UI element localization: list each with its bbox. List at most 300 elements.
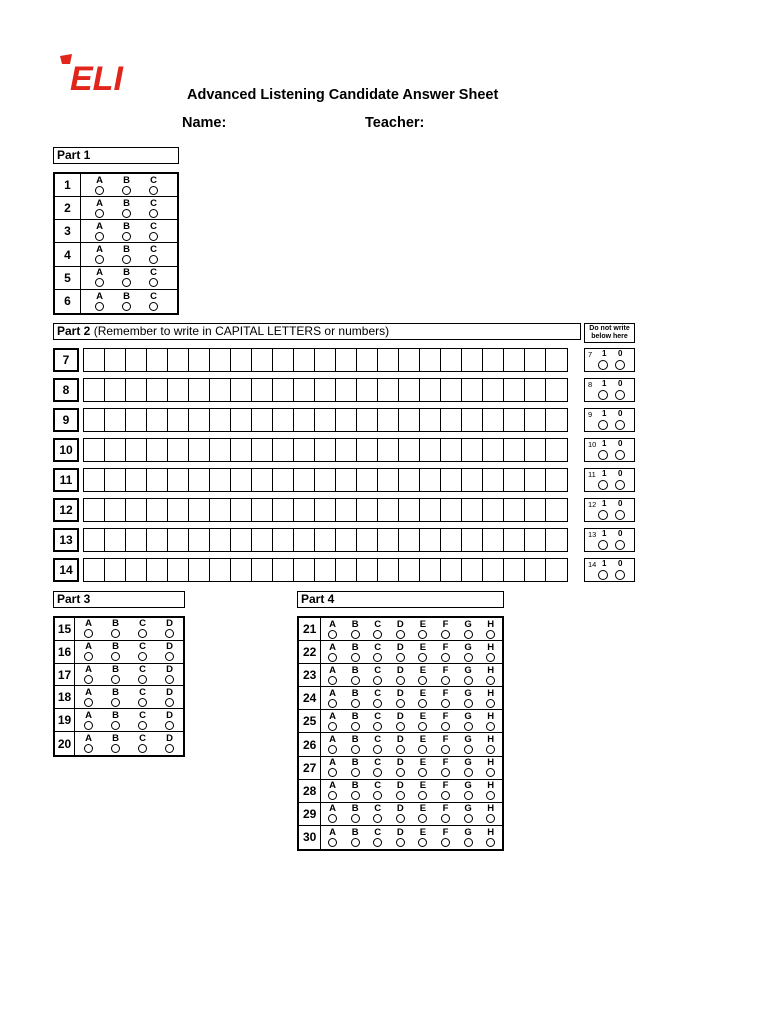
answer-bubble[interactable]: [122, 232, 131, 241]
answer-option-h[interactable]: [479, 620, 502, 639]
answer-option-h[interactable]: [479, 712, 502, 731]
letter-box[interactable]: [546, 559, 567, 581]
letter-box[interactable]: [189, 499, 210, 521]
answer-option-c[interactable]: [140, 268, 167, 287]
letter-box[interactable]: [84, 499, 105, 521]
answer-bubble[interactable]: [328, 722, 337, 731]
answer-option-h[interactable]: [479, 643, 502, 662]
letter-box[interactable]: [294, 469, 315, 491]
answer-option-g[interactable]: [457, 712, 480, 731]
answer-option-e[interactable]: [412, 643, 435, 662]
letter-box[interactable]: [546, 409, 567, 431]
letter-box[interactable]: [84, 469, 105, 491]
answer-option-a[interactable]: [86, 268, 113, 287]
letter-box[interactable]: [126, 409, 147, 431]
letter-box[interactable]: [441, 559, 462, 581]
answer-option-c[interactable]: [366, 689, 389, 708]
letter-box[interactable]: [210, 409, 231, 431]
mark-one-bubble[interactable]: [598, 570, 608, 580]
answer-bubble[interactable]: [441, 676, 450, 685]
answer-bubble[interactable]: [351, 814, 360, 823]
letter-box[interactable]: [378, 349, 399, 371]
letter-box[interactable]: [315, 379, 336, 401]
answer-option-d[interactable]: [156, 619, 183, 638]
answer-bubble[interactable]: [396, 676, 405, 685]
answer-bubble[interactable]: [486, 653, 495, 662]
answer-bubble[interactable]: [122, 278, 131, 287]
answer-bubble[interactable]: [373, 745, 382, 754]
answer-option-d[interactable]: [389, 620, 412, 639]
letter-box[interactable]: [420, 379, 441, 401]
letter-box[interactable]: [441, 349, 462, 371]
letter-box[interactable]: [399, 349, 420, 371]
letter-box[interactable]: [273, 409, 294, 431]
answer-option-b[interactable]: [102, 619, 129, 638]
answer-option-d[interactable]: [389, 735, 412, 754]
mark-zero-bubble[interactable]: [615, 540, 625, 550]
answer-option-a[interactable]: [321, 620, 344, 639]
answer-bubble[interactable]: [165, 721, 174, 730]
letter-box[interactable]: [336, 439, 357, 461]
letter-box[interactable]: [168, 379, 189, 401]
answer-option-c[interactable]: [129, 711, 156, 730]
letter-box[interactable]: [168, 349, 189, 371]
answer-option-b[interactable]: [102, 711, 129, 730]
letter-box[interactable]: [294, 529, 315, 551]
answer-bubble[interactable]: [441, 699, 450, 708]
answer-bubble[interactable]: [328, 653, 337, 662]
answer-bubble[interactable]: [111, 675, 120, 684]
letter-box[interactable]: [399, 379, 420, 401]
letter-box[interactable]: [252, 439, 273, 461]
answer-bubble[interactable]: [138, 652, 147, 661]
letter-box[interactable]: [147, 559, 168, 581]
letter-box[interactable]: [525, 559, 546, 581]
answer-bubble[interactable]: [328, 745, 337, 754]
mark-zero-bubble[interactable]: [615, 450, 625, 460]
answer-bubble[interactable]: [111, 629, 120, 638]
answer-option-b[interactable]: [344, 828, 367, 847]
letter-box[interactable]: [147, 379, 168, 401]
answer-bubble[interactable]: [464, 745, 473, 754]
letter-box[interactable]: [546, 469, 567, 491]
answer-bubble[interactable]: [396, 722, 405, 731]
answer-option-b[interactable]: [344, 689, 367, 708]
letter-box[interactable]: [84, 409, 105, 431]
letter-box[interactable]: [357, 379, 378, 401]
letter-box[interactable]: [126, 469, 147, 491]
answer-option-b[interactable]: [113, 199, 140, 218]
answer-option-f[interactable]: [434, 804, 457, 823]
letter-box[interactable]: [525, 469, 546, 491]
letter-box[interactable]: [147, 349, 168, 371]
answer-bubble[interactable]: [418, 768, 427, 777]
mark-zero-bubble[interactable]: [615, 570, 625, 580]
letter-box[interactable]: [462, 349, 483, 371]
answer-option-a[interactable]: [86, 176, 113, 195]
letter-box[interactable]: [168, 559, 189, 581]
answer-option-h[interactable]: [479, 689, 502, 708]
answer-bubble[interactable]: [396, 768, 405, 777]
answer-option-d[interactable]: [156, 734, 183, 753]
letter-box[interactable]: [462, 499, 483, 521]
letter-box[interactable]: [126, 529, 147, 551]
letter-box[interactable]: [378, 529, 399, 551]
answer-bubble[interactable]: [373, 814, 382, 823]
letter-box[interactable]: [525, 379, 546, 401]
letter-box[interactable]: [231, 559, 252, 581]
letter-box[interactable]: [483, 349, 504, 371]
answer-option-h[interactable]: [479, 758, 502, 777]
answer-bubble[interactable]: [95, 302, 104, 311]
answer-bubble[interactable]: [165, 675, 174, 684]
answer-option-c[interactable]: [366, 735, 389, 754]
answer-bubble[interactable]: [441, 838, 450, 847]
answer-option-c[interactable]: [129, 642, 156, 661]
answer-bubble[interactable]: [373, 768, 382, 777]
letter-box[interactable]: [252, 409, 273, 431]
letter-box[interactable]: [378, 469, 399, 491]
letter-box[interactable]: [126, 349, 147, 371]
answer-option-c[interactable]: [366, 666, 389, 685]
answer-bubble[interactable]: [396, 814, 405, 823]
answer-option-h[interactable]: [479, 828, 502, 847]
answer-option-a[interactable]: [75, 734, 102, 753]
letter-box[interactable]: [546, 379, 567, 401]
mark-one-bubble[interactable]: [598, 390, 608, 400]
answer-bubble[interactable]: [122, 209, 131, 218]
letter-box[interactable]: [525, 349, 546, 371]
letter-box[interactable]: [231, 379, 252, 401]
answer-option-a[interactable]: [75, 688, 102, 707]
letter-box[interactable]: [420, 559, 441, 581]
answer-option-c[interactable]: [366, 643, 389, 662]
answer-option-d[interactable]: [389, 828, 412, 847]
answer-option-a[interactable]: [321, 735, 344, 754]
answer-option-d[interactable]: [156, 642, 183, 661]
answer-bubble[interactable]: [464, 676, 473, 685]
letter-box[interactable]: [105, 439, 126, 461]
answer-option-b[interactable]: [344, 735, 367, 754]
answer-option-c[interactable]: [366, 804, 389, 823]
answer-option-a[interactable]: [86, 199, 113, 218]
answer-option-h[interactable]: [479, 735, 502, 754]
letter-box[interactable]: [336, 499, 357, 521]
answer-bubble[interactable]: [373, 699, 382, 708]
answer-option-e[interactable]: [412, 804, 435, 823]
answer-bubble[interactable]: [351, 768, 360, 777]
letter-box[interactable]: [231, 529, 252, 551]
letter-box[interactable]: [294, 499, 315, 521]
answer-option-b[interactable]: [102, 665, 129, 684]
answer-option-g[interactable]: [457, 804, 480, 823]
letter-box[interactable]: [210, 469, 231, 491]
answer-bubble[interactable]: [418, 676, 427, 685]
answer-bubble[interactable]: [351, 630, 360, 639]
answer-option-a[interactable]: [321, 689, 344, 708]
answer-option-g[interactable]: [457, 643, 480, 662]
letter-box[interactable]: [525, 409, 546, 431]
mark-one-bubble[interactable]: [598, 420, 608, 430]
answer-option-e[interactable]: [412, 828, 435, 847]
answer-option-e[interactable]: [412, 712, 435, 731]
answer-option-c[interactable]: [366, 758, 389, 777]
letter-box[interactable]: [252, 349, 273, 371]
answer-option-b[interactable]: [344, 781, 367, 800]
letter-box[interactable]: [336, 409, 357, 431]
letter-box[interactable]: [336, 469, 357, 491]
answer-bubble[interactable]: [486, 814, 495, 823]
letter-box[interactable]: [357, 499, 378, 521]
letter-box[interactable]: [189, 379, 210, 401]
answer-option-f[interactable]: [434, 758, 457, 777]
letter-box[interactable]: [189, 349, 210, 371]
letter-box[interactable]: [210, 499, 231, 521]
letter-box[interactable]: [231, 349, 252, 371]
letter-box[interactable]: [168, 529, 189, 551]
answer-option-h[interactable]: [479, 781, 502, 800]
answer-bubble[interactable]: [328, 630, 337, 639]
letter-box[interactable]: [105, 409, 126, 431]
answer-bubble[interactable]: [396, 745, 405, 754]
answer-option-b[interactable]: [344, 712, 367, 731]
answer-bubble[interactable]: [464, 791, 473, 800]
answer-option-h[interactable]: [479, 666, 502, 685]
letter-box[interactable]: [441, 439, 462, 461]
answer-option-f[interactable]: [434, 643, 457, 662]
answer-bubble[interactable]: [464, 630, 473, 639]
letter-box[interactable]: [504, 439, 525, 461]
answer-option-c[interactable]: [366, 781, 389, 800]
answer-option-a[interactable]: [321, 758, 344, 777]
mark-one-bubble[interactable]: [598, 450, 608, 460]
letter-box[interactable]: [336, 529, 357, 551]
answer-option-b[interactable]: [113, 222, 140, 241]
answer-bubble[interactable]: [165, 652, 174, 661]
letter-box[interactable]: [315, 499, 336, 521]
answer-bubble[interactable]: [138, 721, 147, 730]
answer-option-b[interactable]: [344, 804, 367, 823]
answer-option-c[interactable]: [129, 688, 156, 707]
answer-option-b[interactable]: [344, 620, 367, 639]
letter-box[interactable]: [147, 469, 168, 491]
letter-box[interactable]: [378, 379, 399, 401]
letter-box[interactable]: [252, 529, 273, 551]
mark-zero-bubble[interactable]: [615, 510, 625, 520]
letter-box[interactable]: [420, 469, 441, 491]
letter-box[interactable]: [546, 499, 567, 521]
letter-box[interactable]: [273, 559, 294, 581]
letter-box[interactable]: [273, 379, 294, 401]
letter-box[interactable]: [105, 469, 126, 491]
answer-bubble[interactable]: [351, 653, 360, 662]
answer-bubble[interactable]: [351, 676, 360, 685]
letter-box[interactable]: [399, 439, 420, 461]
letter-box[interactable]: [189, 469, 210, 491]
answer-bubble[interactable]: [95, 278, 104, 287]
letter-box[interactable]: [189, 439, 210, 461]
answer-bubble[interactable]: [418, 653, 427, 662]
letter-box[interactable]: [357, 529, 378, 551]
letter-box[interactable]: [315, 349, 336, 371]
answer-bubble[interactable]: [373, 838, 382, 847]
answer-bubble[interactable]: [95, 232, 104, 241]
letter-box[interactable]: [315, 439, 336, 461]
letter-box[interactable]: [126, 499, 147, 521]
letter-box[interactable]: [357, 349, 378, 371]
letter-box[interactable]: [168, 469, 189, 491]
letter-box[interactable]: [462, 529, 483, 551]
answer-bubble[interactable]: [373, 791, 382, 800]
answer-option-a[interactable]: [75, 665, 102, 684]
answer-bubble[interactable]: [373, 722, 382, 731]
answer-bubble[interactable]: [149, 209, 158, 218]
answer-bubble[interactable]: [464, 722, 473, 731]
letter-box[interactable]: [105, 559, 126, 581]
letter-box[interactable]: [210, 439, 231, 461]
letter-box[interactable]: [399, 529, 420, 551]
mark-one-bubble[interactable]: [598, 510, 608, 520]
answer-bubble[interactable]: [486, 630, 495, 639]
answer-option-f[interactable]: [434, 828, 457, 847]
answer-option-c[interactable]: [366, 712, 389, 731]
answer-option-d[interactable]: [156, 711, 183, 730]
answer-bubble[interactable]: [328, 791, 337, 800]
answer-bubble[interactable]: [84, 652, 93, 661]
answer-option-a[interactable]: [321, 712, 344, 731]
letter-box[interactable]: [357, 469, 378, 491]
answer-bubble[interactable]: [486, 745, 495, 754]
answer-option-d[interactable]: [156, 665, 183, 684]
letter-box[interactable]: [483, 469, 504, 491]
answer-bubble[interactable]: [328, 814, 337, 823]
letter-box[interactable]: [504, 469, 525, 491]
answer-bubble[interactable]: [418, 814, 427, 823]
answer-option-g[interactable]: [457, 758, 480, 777]
answer-bubble[interactable]: [328, 699, 337, 708]
letter-box[interactable]: [252, 499, 273, 521]
answer-option-b[interactable]: [113, 245, 140, 264]
letter-box[interactable]: [399, 559, 420, 581]
answer-bubble[interactable]: [138, 629, 147, 638]
letter-box[interactable]: [378, 409, 399, 431]
letter-box[interactable]: [273, 529, 294, 551]
letter-box[interactable]: [378, 499, 399, 521]
answer-bubble[interactable]: [441, 722, 450, 731]
letter-box[interactable]: [483, 439, 504, 461]
answer-bubble[interactable]: [111, 652, 120, 661]
mark-zero-bubble[interactable]: [615, 390, 625, 400]
letter-box[interactable]: [483, 499, 504, 521]
answer-bubble[interactable]: [441, 653, 450, 662]
answer-option-h[interactable]: [479, 804, 502, 823]
letter-box[interactable]: [441, 469, 462, 491]
letter-box[interactable]: [84, 529, 105, 551]
answer-option-b[interactable]: [113, 268, 140, 287]
answer-option-e[interactable]: [412, 781, 435, 800]
letter-box[interactable]: [210, 559, 231, 581]
letter-box[interactable]: [252, 469, 273, 491]
answer-bubble[interactable]: [441, 630, 450, 639]
letter-box[interactable]: [357, 409, 378, 431]
answer-bubble[interactable]: [328, 838, 337, 847]
letter-box[interactable]: [378, 559, 399, 581]
mark-zero-bubble[interactable]: [615, 360, 625, 370]
answer-bubble[interactable]: [351, 699, 360, 708]
mark-one-bubble[interactable]: [598, 540, 608, 550]
answer-bubble[interactable]: [373, 630, 382, 639]
letter-box[interactable]: [189, 559, 210, 581]
answer-option-c[interactable]: [140, 199, 167, 218]
letter-box[interactable]: [462, 409, 483, 431]
answer-bubble[interactable]: [441, 768, 450, 777]
letter-box[interactable]: [105, 499, 126, 521]
answer-bubble[interactable]: [486, 768, 495, 777]
letter-box[interactable]: [420, 439, 441, 461]
answer-option-f[interactable]: [434, 620, 457, 639]
letter-box[interactable]: [336, 379, 357, 401]
letter-box[interactable]: [84, 559, 105, 581]
answer-option-a[interactable]: [321, 828, 344, 847]
letter-box[interactable]: [546, 349, 567, 371]
mark-one-bubble[interactable]: [598, 480, 608, 490]
answer-option-c[interactable]: [140, 245, 167, 264]
letter-box[interactable]: [462, 439, 483, 461]
answer-bubble[interactable]: [95, 186, 104, 195]
answer-option-c[interactable]: [129, 665, 156, 684]
answer-option-b[interactable]: [102, 688, 129, 707]
letter-box[interactable]: [378, 439, 399, 461]
answer-option-g[interactable]: [457, 689, 480, 708]
answer-bubble[interactable]: [111, 698, 120, 707]
answer-option-d[interactable]: [389, 758, 412, 777]
answer-bubble[interactable]: [95, 209, 104, 218]
answer-option-a[interactable]: [75, 711, 102, 730]
answer-option-e[interactable]: [412, 666, 435, 685]
letter-box[interactable]: [462, 559, 483, 581]
letter-box[interactable]: [105, 349, 126, 371]
answer-bubble[interactable]: [418, 791, 427, 800]
answer-bubble[interactable]: [418, 722, 427, 731]
answer-bubble[interactable]: [418, 838, 427, 847]
answer-option-a[interactable]: [86, 245, 113, 264]
letter-box[interactable]: [504, 499, 525, 521]
answer-bubble[interactable]: [486, 791, 495, 800]
answer-bubble[interactable]: [122, 255, 131, 264]
letter-box[interactable]: [231, 499, 252, 521]
letter-box[interactable]: [441, 499, 462, 521]
answer-bubble[interactable]: [122, 302, 131, 311]
answer-option-e[interactable]: [412, 735, 435, 754]
answer-option-a[interactable]: [321, 666, 344, 685]
letter-box[interactable]: [294, 439, 315, 461]
letter-box[interactable]: [147, 409, 168, 431]
answer-option-f[interactable]: [434, 689, 457, 708]
answer-bubble[interactable]: [111, 744, 120, 753]
letter-box[interactable]: [231, 439, 252, 461]
letter-box[interactable]: [147, 529, 168, 551]
answer-option-d[interactable]: [156, 688, 183, 707]
letter-box[interactable]: [189, 409, 210, 431]
letter-box[interactable]: [210, 349, 231, 371]
letter-box[interactable]: [273, 469, 294, 491]
answer-bubble[interactable]: [441, 745, 450, 754]
answer-option-b[interactable]: [344, 643, 367, 662]
letter-box[interactable]: [420, 349, 441, 371]
letter-box[interactable]: [126, 379, 147, 401]
letter-box[interactable]: [273, 499, 294, 521]
answer-bubble[interactable]: [84, 629, 93, 638]
